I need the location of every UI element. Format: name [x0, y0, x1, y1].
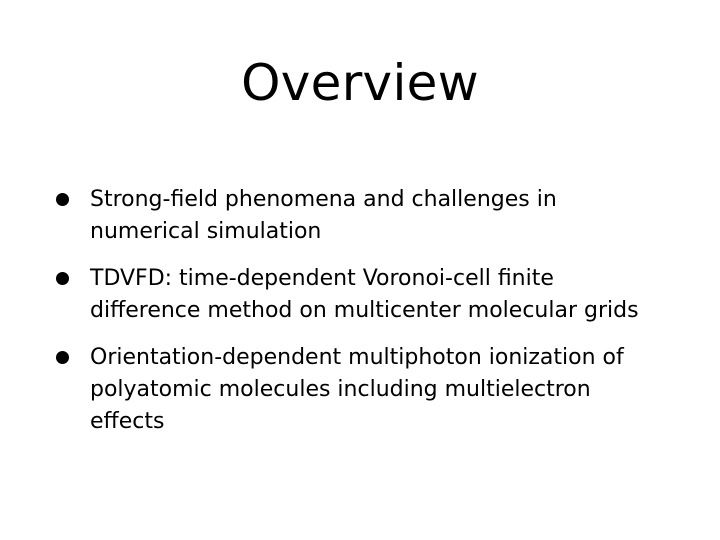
bullet-item [56, 184, 696, 248]
bullet-dot-icon [56, 351, 69, 364]
bullet-item [56, 263, 696, 327]
slide-title: Overview [241, 54, 479, 112]
bullet-text: Strong-field phenomena and challenges in numerical simulation [90, 187, 557, 244]
bullet-dot-icon [56, 272, 69, 285]
bullet-dot-icon [56, 193, 69, 206]
bullet-list [56, 184, 696, 453]
bullet-text: TDVFD: time-dependent Voronoi-cell finite difference method on multicenter molecular grids [90, 266, 639, 323]
bullet-item [56, 342, 696, 438]
bullet-text: Orientation-dependent multiphoton ionization of polyatomic molecules including multielectron effects [90, 345, 624, 434]
